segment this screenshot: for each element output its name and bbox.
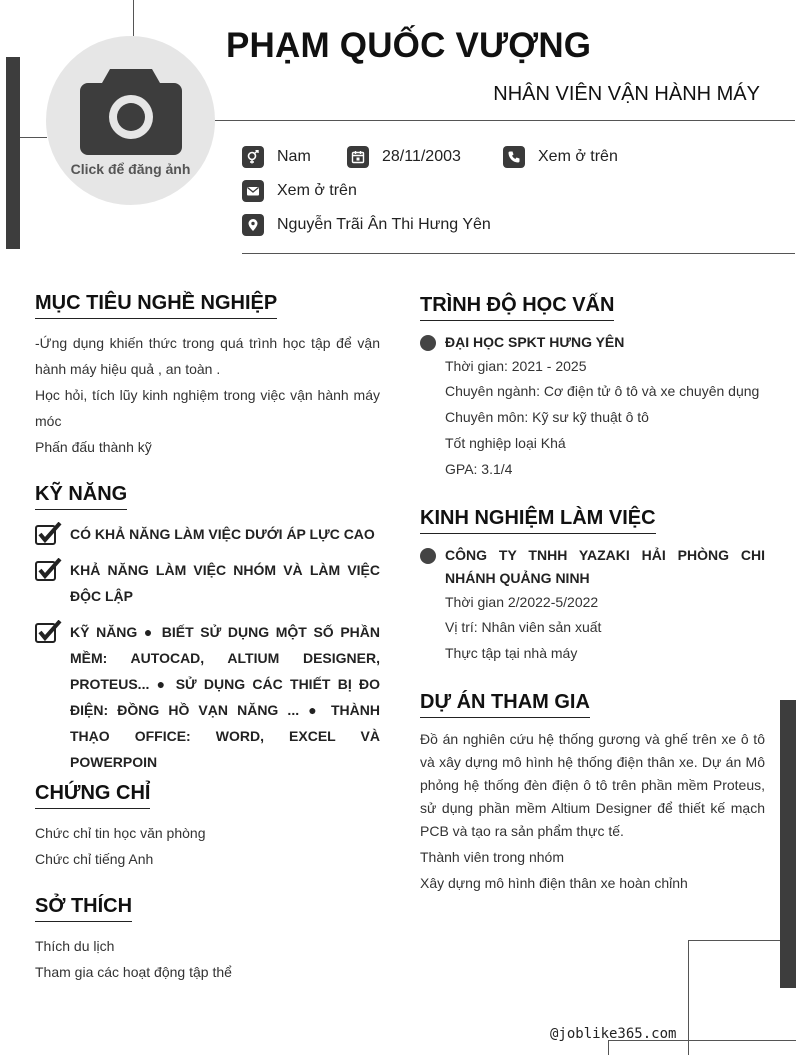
site-watermark: @joblike365.com [550,1026,677,1042]
corner-frame-top [688,940,780,941]
avatar-upload[interactable] [46,36,215,205]
gender-icon [242,146,264,168]
objective-title: MỤC TIÊU NGHỀ NGHIỆP [35,292,277,319]
phone-value: Xem ở trên [538,148,618,165]
right-accent-bar [780,700,796,988]
candidate-name: PHẠM QUỐC VƯỢNG [226,26,592,65]
skill-text: KỸ NĂNG ● BIẾT SỬ DỤNG MỘT SỐ PHẦN MỀM: AUTOCAD, ALTIUM DESIGNER, PROTEUS... ● SỬ DỤNG CÁC THIẾT BỊ ĐO ĐIỆN: ĐỒNG HỒ VẠN NĂNG ... ● THÀNH THẠO OFFICE: WORD, EXCEL VÀ POWERPOIN [70,624,380,770]
certificates-title: CHỨNG CHỈ [35,782,150,809]
email-icon [242,180,264,202]
phone-info [503,146,618,168]
projects-title: DỰ ÁN THAM GIA [420,691,590,718]
education-detail: Thời gian: 2021 - 2025 [445,358,587,374]
location-pin-icon [242,214,264,236]
checkbox-checked-icon [35,620,63,644]
education-bullet [420,335,436,351]
experience-detail: Thời gian 2/2022-5/2022 [445,594,599,610]
left-accent-bar [6,57,20,249]
checkbox-checked-icon [35,558,63,582]
email-info [242,180,357,202]
hobby-item: Thích du lịch [35,938,115,954]
candidate-position: NHÂN VIÊN VẬN HÀNH MÁY [493,83,760,105]
divider-vertical-top [133,0,134,36]
birthday-value: 28/11/2003 [382,148,461,165]
divider-header [215,120,795,121]
gender-info [242,146,311,168]
divider-left-short [20,137,47,138]
project-role: Thành viên trong nhóm [420,849,564,865]
experience-title: KINH NGHIỆM LÀM VIỆC [420,507,656,534]
education-school: ĐẠI HỌC SPKT HƯNG YÊN [445,334,625,350]
skill-item [35,619,380,775]
objective-text [35,330,380,460]
camera-icon [80,65,182,155]
phone-icon [503,146,525,168]
hobbies-list [35,933,380,985]
skill-text: CÓ KHẢ NĂNG LÀM VIỆC DƯỚI ÁP LỰC CAO [70,526,375,542]
certificate-item: Chức chỉ tiếng Anh [35,851,154,867]
skill-item [35,557,380,609]
divider-contact [242,253,795,254]
experience-detail: Vị trí: Nhân viên sản xuất [445,619,602,635]
education-detail: Chuyên môn: Kỹ sư kỹ thuật ô tô [445,409,649,425]
avatar-upload-label: Click để đăng ảnh [70,160,191,177]
skill-text: KHẢ NĂNG LÀM VIỆC NHÓM VÀ LÀM VIỆC ĐỘC LẬP [70,562,380,604]
skill-item [35,521,380,547]
education-detail: Chuyên ngành: Cơ điện tử ô tô và xe chuyên dụng [445,383,760,399]
experience-detail: Thực tập tại nhà máy [445,645,578,661]
education-detail: Tốt nghiệp loại Khá [445,435,566,451]
experience-bullet [420,548,436,564]
corner-frame-left2 [608,1040,609,1055]
project-description: Đồ án nghiên cứu hệ thống gương và ghế trên xe ô tô và xây dựng mô hình hệ thống điện thân xe. Dự án Mô phỏng hệ thống đèn điện ô tô trên phần mềm Proteus, sử dụng phần mềm Altium Designer để thiết kế mạch PCB và tạo ra sản phẩm thực tế. [420,731,765,839]
education-detail: GPA: 3.1/4 [445,461,513,477]
calendar-icon [347,146,369,168]
address-value: Nguyễn Trãi Ân Thi Hưng Yên [277,216,491,233]
objective-line: Học hỏi, tích lũy kinh nghiệm trong việc vận hành máy móc [35,387,380,429]
birthday-info [347,146,461,168]
projects-text [420,728,765,895]
skills-title: KỸ NĂNG [35,483,127,510]
education-title: TRÌNH ĐỘ HỌC VẤN [420,294,614,321]
objective-line: -Ứng dụng khiến thức trong quá trình học tập để vận hành máy hiệu quả , an toàn . [35,335,380,377]
email-value: Xem ở trên [277,182,357,199]
objective-line: Phấn đấu thành kỹ [35,439,152,455]
certificates-list [35,820,380,872]
corner-frame-left [688,940,689,1055]
hobby-item: Tham gia các hoạt động tập thể [35,964,232,980]
hobbies-title: SỞ THÍCH [35,895,132,922]
gender-value: Nam [277,148,311,165]
certificate-item: Chức chỉ tin học văn phòng [35,825,206,841]
project-task: Xây dựng mô hình điện thân xe hoàn chỉnh [420,875,688,891]
experience-company: CÔNG TY TNHH YAZAKI HẢI PHÒNG CHI NHÁNH QUẢNG NINH [445,547,765,586]
checkbox-checked-icon [35,522,63,546]
address-info [242,214,491,236]
